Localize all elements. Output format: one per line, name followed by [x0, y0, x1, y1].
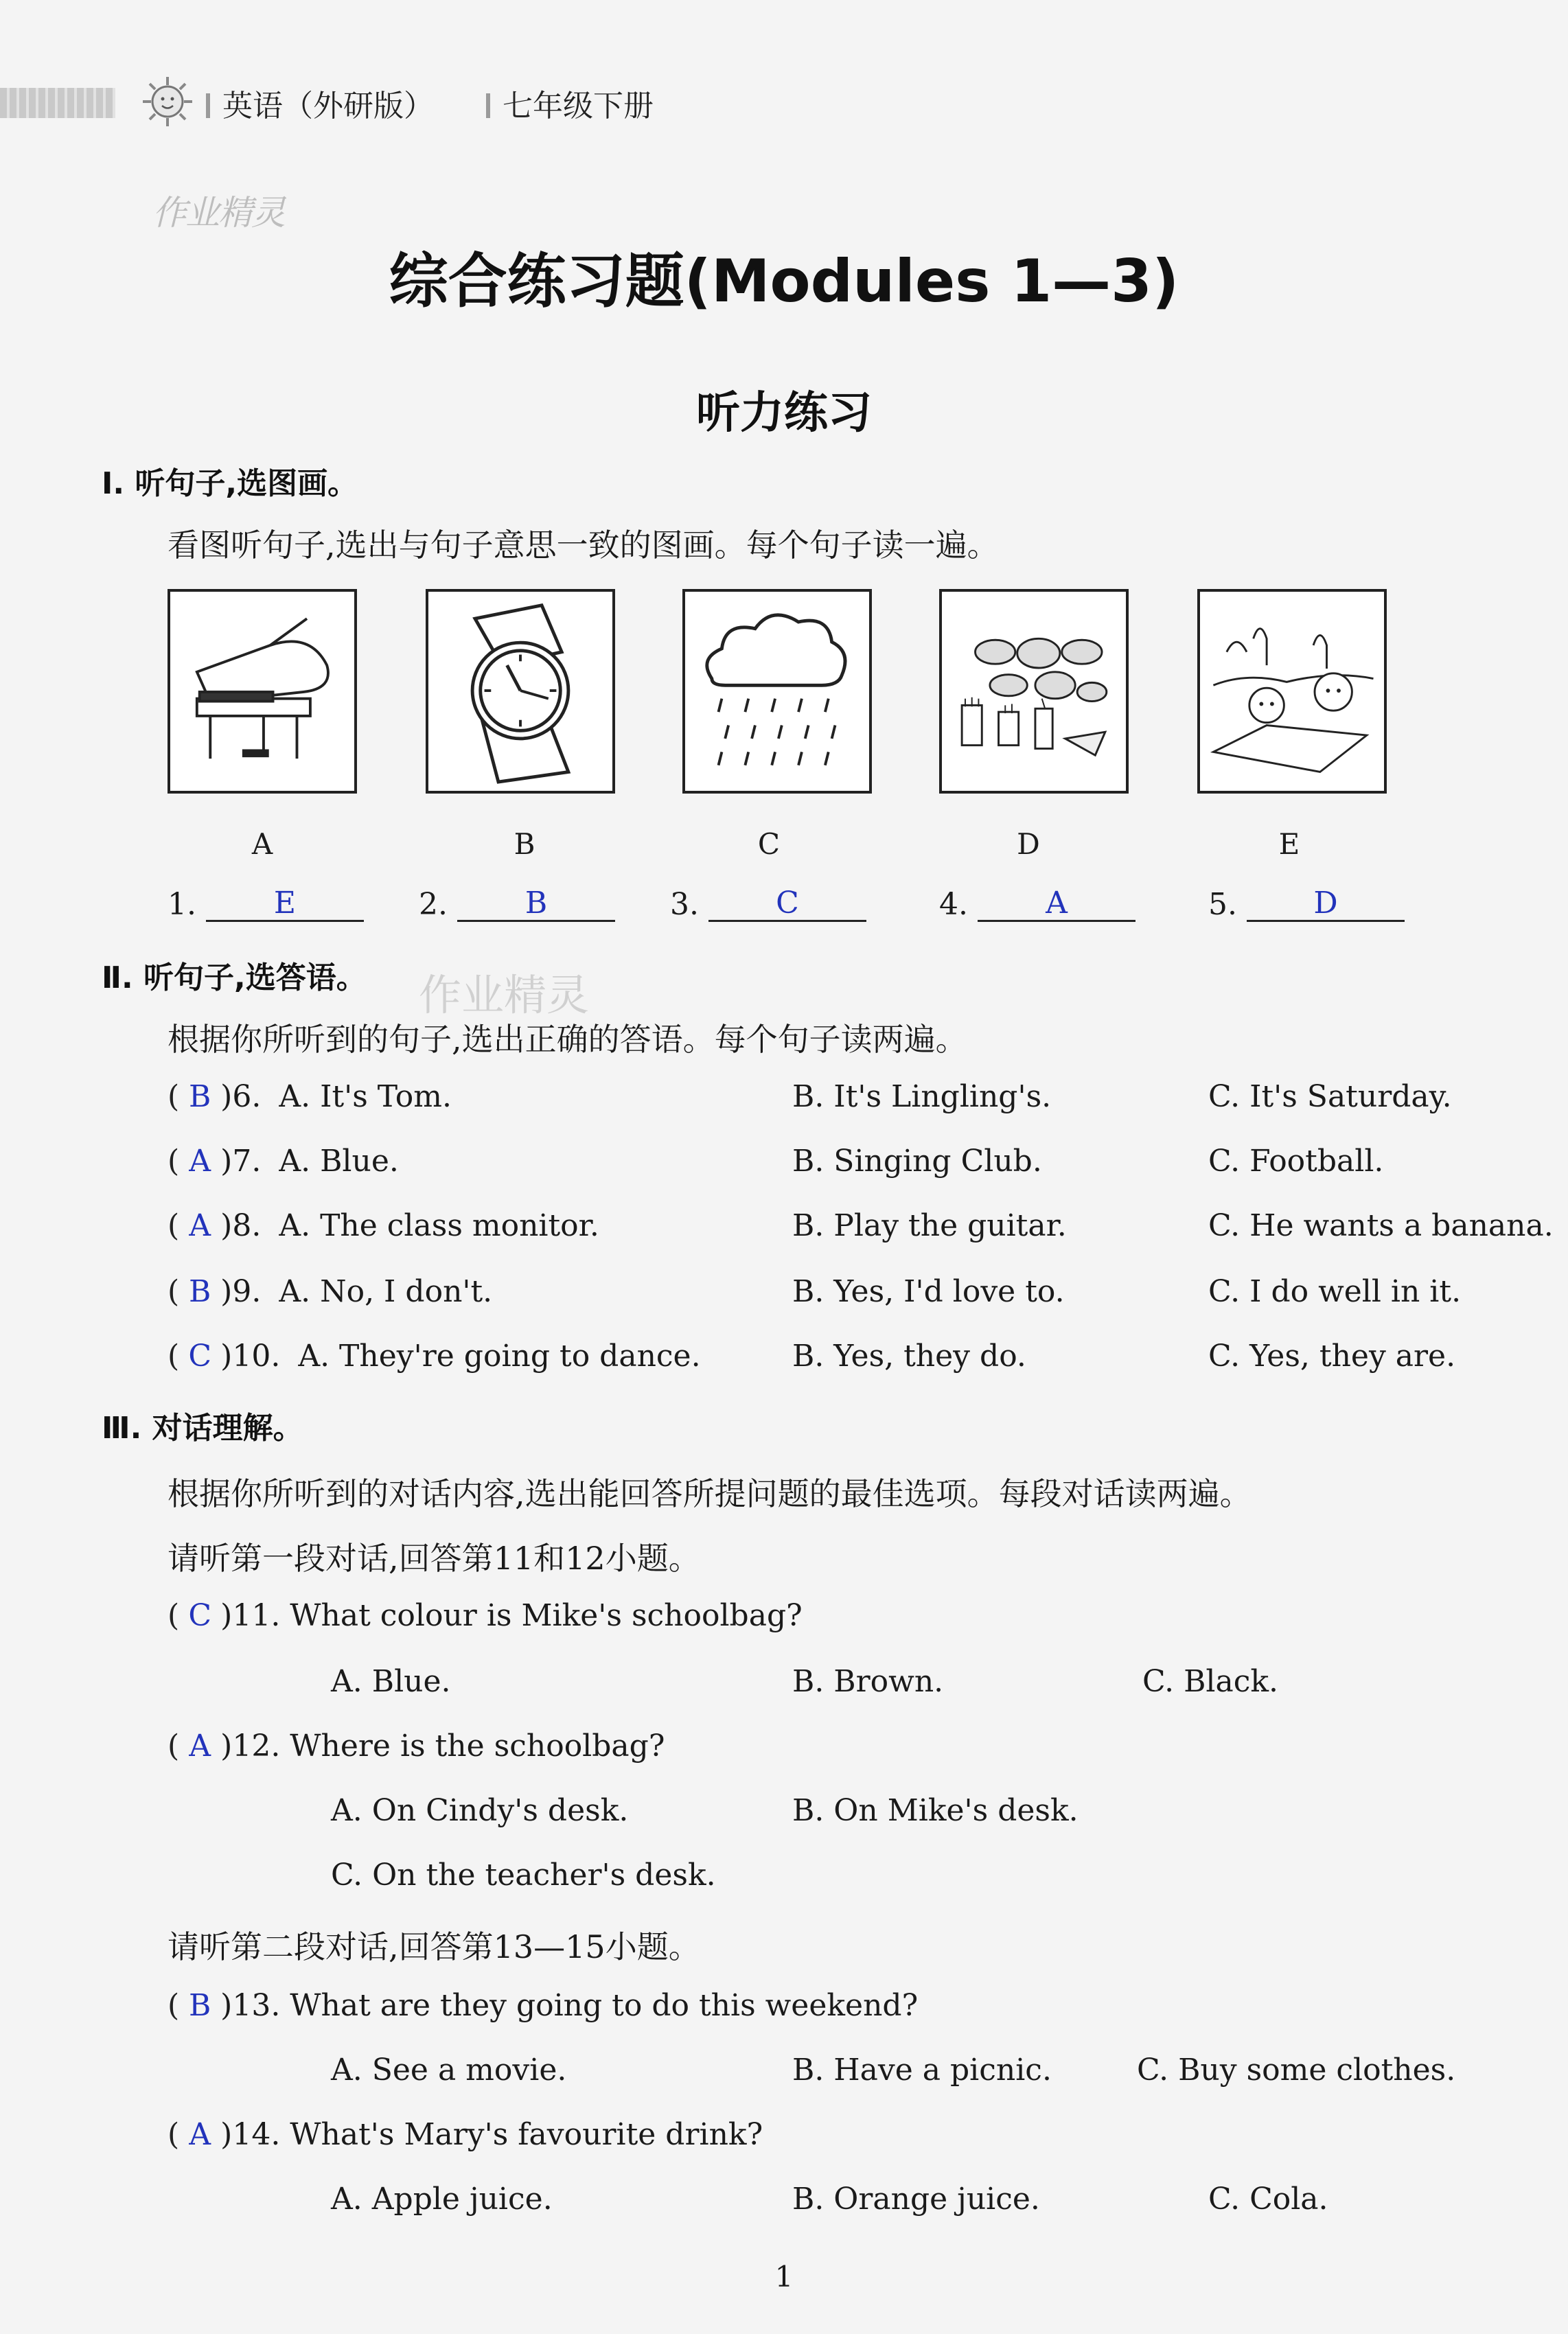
option-b: B. Play the guitar.: [792, 1208, 1067, 1243]
header-separator: [206, 93, 210, 118]
header-separator: [486, 93, 490, 118]
question-number: )10.: [220, 1339, 281, 1374]
picture-label-a: A: [251, 827, 273, 861]
question-stem: )11. What colour is Mike's schoolbag?: [220, 1598, 803, 1633]
page-number: 1: [774, 2260, 794, 2293]
answer-blank-5: [1208, 886, 1405, 922]
answer-number: 3.: [670, 887, 699, 922]
page-subtitle: 听力练习: [696, 387, 872, 439]
picture-label-c: C: [757, 827, 781, 861]
option-a: A. They're going to dance.: [298, 1339, 701, 1374]
question-row-6: ( B )6. A. It's Tom.: [168, 1079, 452, 1114]
answer-number: 4.: [939, 887, 968, 922]
option-a: A. No, I don't.: [279, 1274, 493, 1309]
sun-logo-icon: [141, 76, 194, 128]
question-stem: )14. What's Mary's favourite drink?: [220, 2117, 763, 2152]
answer-choice[interactable]: C: [188, 1598, 211, 1633]
section-2-instruction: 根据你所听到的句子,选出正确的答语。每个句子读两遍。: [168, 1021, 967, 1058]
answer-choice[interactable]: B: [189, 1988, 211, 2023]
answer-field[interactable]: E: [206, 886, 364, 922]
header-book-title: 英语（外研版）: [222, 89, 434, 124]
section-1-heading: Ⅰ. 听句子,选图画。: [102, 466, 358, 501]
answer-choice[interactable]: A: [189, 2117, 211, 2152]
answer-blank-1: [168, 886, 364, 922]
answer-choice[interactable]: A: [189, 1729, 211, 1764]
section-1-instruction: 看图听句子,选出与句子意思一致的图画。每个句子读一遍。: [168, 527, 999, 564]
option-c: C. I do well in it.: [1208, 1274, 1462, 1309]
option-a: A. Blue.: [331, 1664, 451, 1699]
answer-blank-4: [939, 886, 1135, 922]
picture-label-e: E: [1278, 827, 1300, 861]
watch-icon: [428, 592, 612, 791]
picture-label-b: B: [514, 827, 535, 861]
question-row-8: ( A )8. A. The class monitor.: [168, 1208, 599, 1243]
option-a: A. See a movie.: [331, 2053, 567, 2088]
section-3-instruction: 根据你所听到的对话内容,选出能回答所提问题的最佳选项。每段对话读两遍。: [168, 1475, 1252, 1512]
picture-e: [1197, 589, 1387, 794]
option-c: C. Cola.: [1208, 2182, 1328, 2217]
option-b: B. Singing Club.: [792, 1144, 1042, 1179]
answer-number: 5.: [1208, 887, 1237, 922]
option-c: C. Yes, they are.: [1208, 1339, 1456, 1374]
question-number: )8.: [220, 1208, 262, 1243]
picture-a: [168, 589, 357, 794]
answer-field[interactable]: C: [708, 886, 866, 922]
page-title: 综合练习题(Modules 1—3): [389, 247, 1179, 316]
option-c: C. Buy some clothes.: [1137, 2053, 1456, 2088]
piano-icon: [170, 592, 354, 791]
option-b: B. Yes, they do.: [792, 1339, 1026, 1374]
picnic-icon: [1200, 592, 1384, 791]
watermark-text: 作业精灵: [419, 970, 590, 1020]
option-b: B. Orange juice.: [792, 2182, 1040, 2217]
answer-number: 1.: [168, 887, 196, 922]
rain-icon: [685, 592, 869, 791]
option-b: B. On Mike's desk.: [792, 1793, 1079, 1828]
header-grade: 七年级下册: [503, 89, 654, 124]
picture-d: [939, 589, 1129, 794]
picture-b: [426, 589, 615, 794]
watermark-logo: 作业精灵: [152, 193, 284, 233]
answer-choice[interactable]: A: [189, 1208, 211, 1243]
option-b: B. Yes, I'd love to.: [792, 1274, 1065, 1309]
answer-number: 2.: [419, 887, 448, 922]
option-a: A. The class monitor.: [279, 1208, 599, 1243]
option-b: B. Have a picnic.: [792, 2053, 1052, 2088]
option-b: B. Brown.: [792, 1664, 944, 1699]
answer-field[interactable]: D: [1247, 886, 1405, 922]
option-c: C. He wants a banana.: [1208, 1208, 1554, 1243]
question-stem: )12. Where is the schoolbag?: [220, 1729, 665, 1764]
section-2-heading: Ⅱ. 听句子,选答语。: [102, 960, 367, 995]
answer-field[interactable]: B: [457, 886, 615, 922]
option-a: A. Blue.: [279, 1144, 399, 1179]
dialog-1-intro: 请听第一段对话,回答第11和12小题。: [168, 1540, 700, 1577]
question-row-13: ( B )13. What are they going to do this weekend?: [168, 1988, 919, 2023]
question-row-7: ( A )7. A. Blue.: [168, 1144, 399, 1179]
dialog-2-intro: 请听第二段对话,回答第13—15小题。: [168, 1928, 700, 1965]
picture-label-d: D: [1017, 827, 1040, 861]
question-number: )9.: [220, 1274, 262, 1309]
option-b: B. It's Lingling's.: [792, 1079, 1052, 1114]
answer-blank-2: [419, 886, 615, 922]
option-a: A. Apple juice.: [331, 2182, 553, 2217]
question-number: )6.: [220, 1079, 262, 1114]
question-row-9: ( B )9. A. No, I don't.: [168, 1274, 493, 1309]
option-c: C. Black.: [1142, 1664, 1278, 1699]
question-row-14: ( A )14. What's Mary's favourite drink?: [168, 2117, 763, 2152]
answer-choice[interactable]: B: [189, 1079, 211, 1114]
answer-choice[interactable]: A: [189, 1144, 211, 1179]
answer-blank-3: [670, 886, 866, 922]
fast-food-icon: [942, 592, 1126, 791]
question-row-10: ( C )10. A. They're going to dance.: [168, 1339, 701, 1374]
option-a: A. On Cindy's desk.: [331, 1793, 629, 1828]
answer-choice[interactable]: B: [189, 1274, 211, 1309]
option-c: C. It's Saturday.: [1208, 1079, 1452, 1114]
question-row-11: ( C )11. What colour is Mike's schoolbag?: [168, 1598, 803, 1633]
question-stem: )13. What are they going to do this weekend?: [220, 1988, 919, 2023]
question-row-12: ( A )12. Where is the schoolbag?: [168, 1729, 665, 1764]
section-3-heading: Ⅲ. 对话理解。: [102, 1411, 303, 1446]
header-bar-decoration: [0, 88, 115, 118]
option-c: C. On the teacher's desk.: [331, 1858, 716, 1893]
option-c: C. Football.: [1208, 1144, 1384, 1179]
picture-c: [682, 589, 872, 794]
option-a: A. It's Tom.: [279, 1079, 452, 1114]
answer-choice[interactable]: C: [188, 1339, 211, 1374]
question-number: )7.: [220, 1144, 262, 1179]
answer-field[interactable]: A: [978, 886, 1135, 922]
